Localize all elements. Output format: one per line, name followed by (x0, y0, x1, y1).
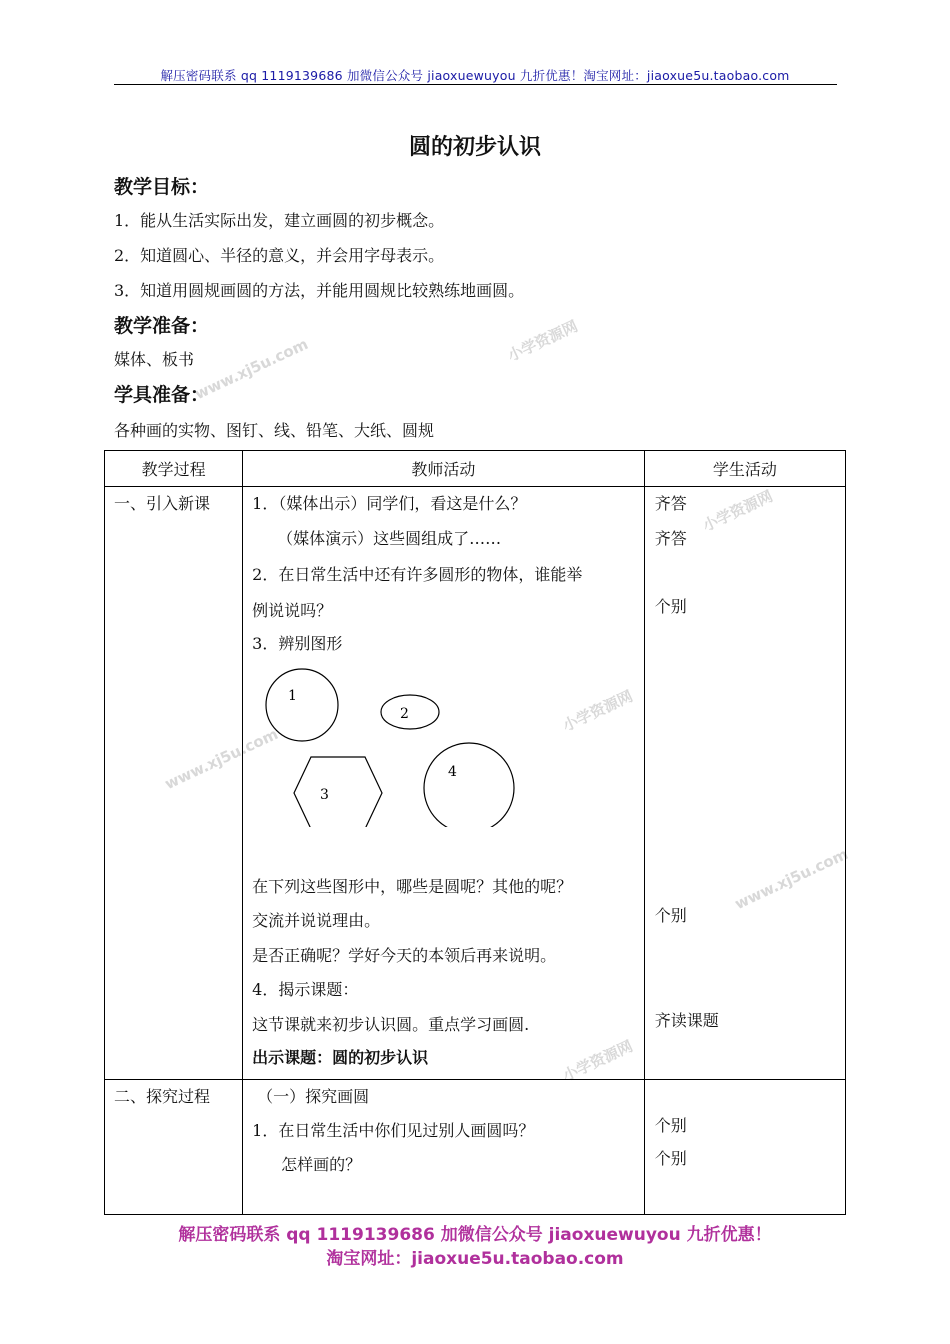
teacher-line: （媒体演示）这些圆组成了…… (277, 529, 502, 548)
student-line: 个别 (654, 1116, 687, 1135)
watermark: www.xj5u.com (731, 844, 851, 914)
stage-label: 一、引入新课 (114, 494, 211, 513)
teacher-line: 4．揭示课题： (252, 980, 359, 999)
table-row (105, 1080, 846, 1215)
watermark: www.xj5u.com (161, 724, 281, 794)
student-line: 个别 (654, 597, 687, 616)
lesson-title-announcement: 出示课题：圆的初步认识 (252, 1048, 429, 1067)
teacher-line: 1．（媒体出示）同学们，看这是什么？ (252, 494, 527, 513)
header-divider (114, 84, 837, 85)
prep-text: 媒体、板书 (114, 350, 195, 369)
teacher-line: 怎样画的？ (281, 1155, 362, 1174)
watermark: www.xj5u.com (191, 334, 311, 404)
watermark: 小学资源网 (504, 316, 581, 365)
footer-line-1: 解压密码联系 qq 1119139686 加微信公众号 jiaoxuewuyou 九折优惠！ (178, 1225, 772, 1245)
tools-text: 各种画的实物、图钉、线、铅笔、大纸、圆规 (114, 421, 435, 440)
teacher-line: 1．在日常生活中你们见过别人画圆吗？ (252, 1121, 535, 1140)
watermark: 小学资源网 (559, 1036, 636, 1085)
teacher-line: 2．在日常生活中还有许多圆形的物体，谁能举 (252, 565, 583, 584)
header-banner: 解压密码联系 qq 1119139686 加微信公众号 jiaoxuewuyou 九折优惠！淘宝网址：jiaoxue5u.taobao.com (160, 68, 790, 83)
shape-label: 4 (448, 764, 458, 780)
shape-label: 2 (400, 706, 410, 722)
watermark: 小学资源网 (559, 686, 636, 735)
shape-label: 3 (320, 787, 330, 803)
header-teacher: 教师活动 (243, 451, 645, 487)
header-student: 学生活动 (644, 451, 845, 487)
page-title: 圆的初步认识 (408, 135, 541, 160)
footer-line-2: 淘宝网址：jiaoxue5u.taobao.com (326, 1249, 624, 1269)
watermark: 小学资源网 (699, 486, 776, 535)
stage-label: 二、探究过程 (114, 1087, 211, 1106)
student-line: 齐答 (654, 494, 687, 513)
lesson-table (104, 450, 846, 1215)
goal-item: 1．能从生活实际出发，建立画圆的初步概念。 (114, 211, 445, 230)
header-stage: 教学过程 (105, 451, 243, 487)
teacher-line: 在下列这些图形中，哪些是圆呢？其他的呢？ (252, 877, 573, 896)
student-line: 齐读课题 (654, 1011, 719, 1030)
shape-hexagon-3 (294, 757, 382, 827)
goal-item: 2．知道圆心、半径的意义，并会用字母表示。 (114, 246, 445, 265)
teacher-line: （一）探究画圆 (257, 1087, 370, 1106)
goal-item: 3．知道用圆规画圆的方法，并能用圆规比较熟练地画圆。 (114, 281, 525, 300)
shapes-figure (243, 657, 643, 827)
student-line: 齐答 (654, 529, 687, 548)
teacher-line: 是否正确呢？学好今天的本领后再来说明。 (252, 946, 557, 965)
prep-heading: 教学准备： (114, 315, 210, 337)
table-header-row (105, 451, 846, 487)
shape-ellipse-2 (381, 695, 439, 729)
tools-heading: 学具准备： (114, 384, 210, 406)
shape-circle-4 (424, 743, 514, 827)
shape-label: 1 (288, 688, 298, 704)
teacher-line: 3．辨别图形 (252, 634, 343, 653)
teacher-line: 例说说吗？ (252, 601, 333, 620)
goals-heading: 教学目标： (114, 176, 210, 198)
table-row (105, 487, 846, 1080)
student-line: 个别 (654, 906, 687, 925)
student-line: 个别 (654, 1149, 687, 1168)
teacher-line: 这节课就来初步认识圆。重点学习画圆. (252, 1015, 530, 1034)
teacher-line: 交流并说说理由。 (252, 911, 381, 930)
shape-circle-1 (266, 669, 338, 741)
